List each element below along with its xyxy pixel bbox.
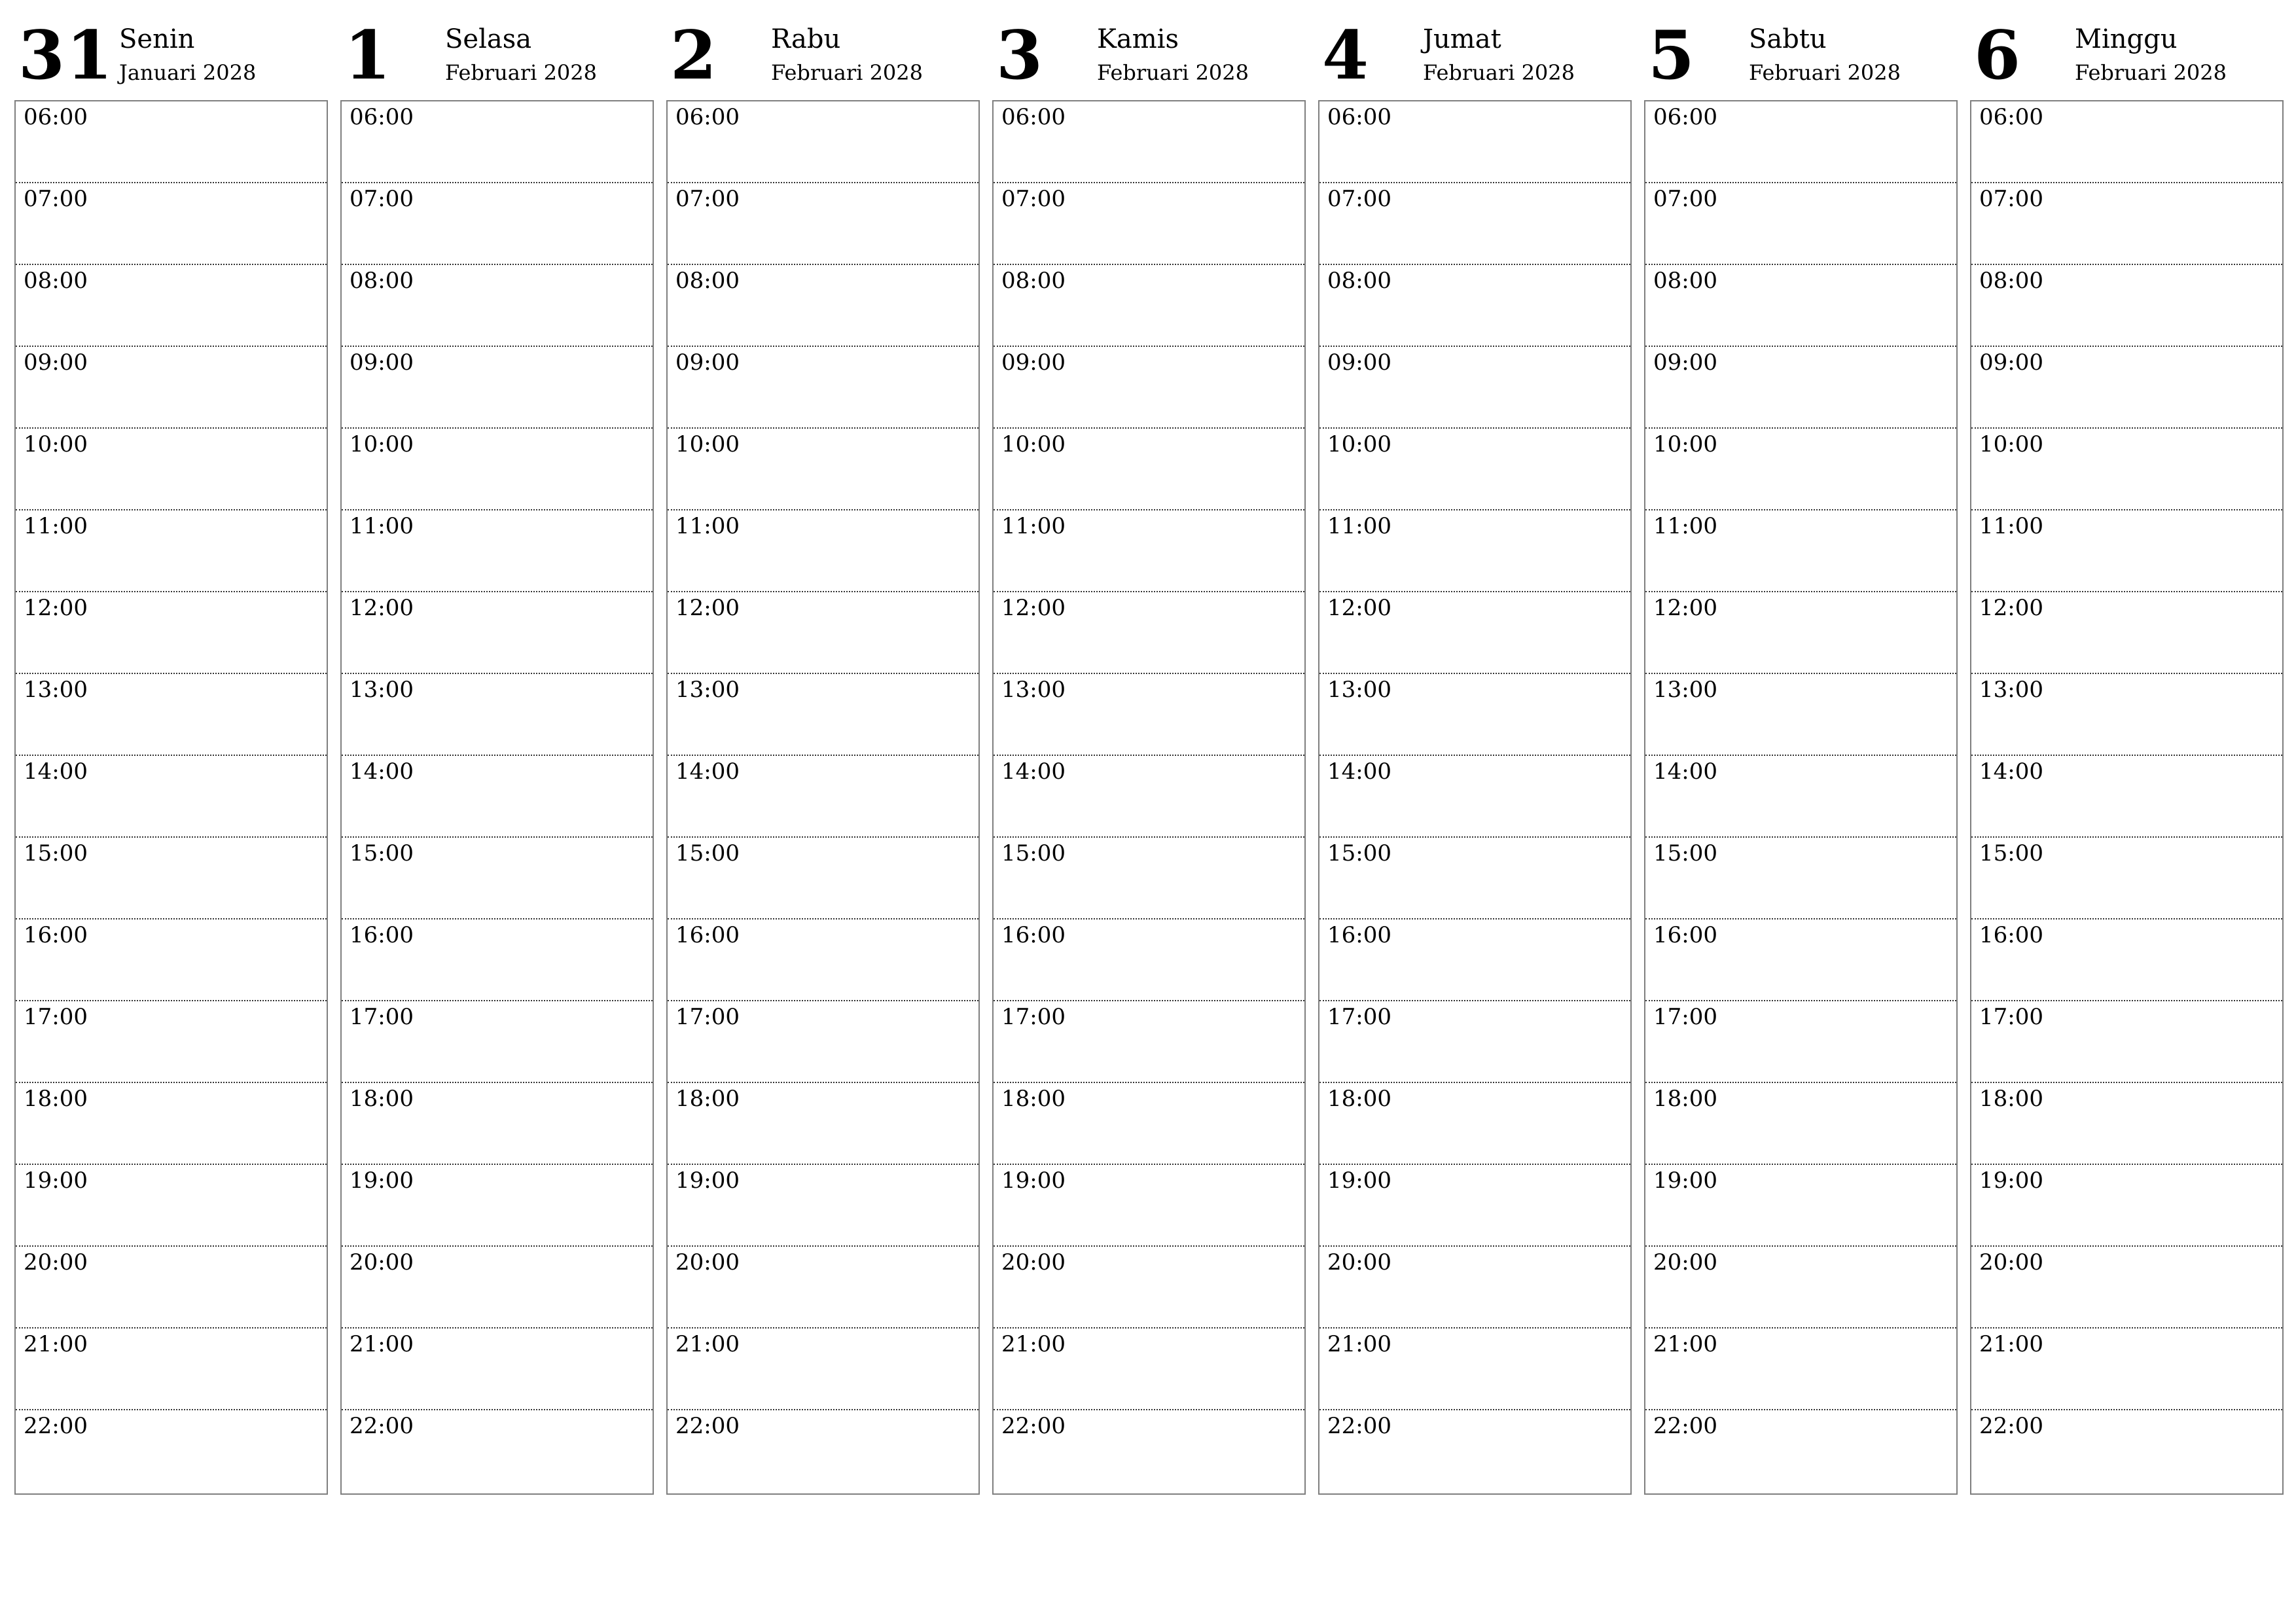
time-slot[interactable] <box>1645 1410 1956 1492</box>
time-slot[interactable] <box>16 756 327 838</box>
time-label: 15:00 <box>1001 840 1066 866</box>
time-label: 09:00 <box>1001 349 1066 376</box>
time-slot[interactable] <box>1319 429 1630 510</box>
time-slot[interactable] <box>1971 1410 2282 1492</box>
time-label: 13:00 <box>24 677 88 703</box>
time-label: 18:00 <box>1653 1086 1717 1112</box>
time-slot[interactable] <box>16 674 327 756</box>
time-slot[interactable] <box>668 1001 978 1083</box>
time-label: 20:00 <box>675 1249 740 1275</box>
time-slot[interactable] <box>994 101 1304 183</box>
time-label: 15:00 <box>1979 840 2043 866</box>
time-slot[interactable] <box>668 838 978 919</box>
time-slot[interactable] <box>1319 592 1630 674</box>
time-slot[interactable] <box>1971 756 2282 838</box>
time-slot[interactable] <box>342 1247 653 1329</box>
time-label: 19:00 <box>24 1168 88 1194</box>
time-slot[interactable] <box>668 1165 978 1247</box>
time-slot[interactable] <box>668 265 978 347</box>
time-label: 10:00 <box>1327 431 1391 457</box>
time-slot[interactable] <box>1971 919 2282 1001</box>
time-slot[interactable] <box>1645 919 1956 1001</box>
time-label: 18:00 <box>1327 1086 1391 1112</box>
time-label: 06:00 <box>1001 104 1066 130</box>
time-label: 18:00 <box>1979 1086 2043 1112</box>
time-label: 17:00 <box>1001 1004 1066 1030</box>
time-slot[interactable] <box>16 183 327 265</box>
time-slot[interactable] <box>994 1329 1304 1410</box>
time-slot[interactable] <box>1645 347 1956 429</box>
time-slot[interactable] <box>1319 265 1630 347</box>
time-label: 16:00 <box>24 922 88 948</box>
time-label: 07:00 <box>350 186 414 212</box>
time-label: 06:00 <box>1653 104 1717 130</box>
time-label: 08:00 <box>675 268 740 294</box>
time-slot[interactable] <box>1971 101 2282 183</box>
time-slot[interactable] <box>1319 183 1630 265</box>
time-slot[interactable] <box>342 347 653 429</box>
day-header <box>1318 14 1632 99</box>
time-slot[interactable] <box>1645 183 1956 265</box>
time-label: 18:00 <box>1001 1086 1066 1112</box>
time-label: 08:00 <box>1327 268 1391 294</box>
time-slot[interactable] <box>1319 756 1630 838</box>
time-label: 17:00 <box>24 1004 88 1030</box>
time-slot[interactable] <box>342 265 653 347</box>
time-slot[interactable] <box>342 1329 653 1410</box>
time-slot[interactable] <box>994 1410 1304 1492</box>
time-slot[interactable] <box>994 1247 1304 1329</box>
time-slot[interactable] <box>668 101 978 183</box>
day-schedule-box <box>1644 100 1958 1495</box>
time-label: 11:00 <box>1327 513 1391 539</box>
time-slot[interactable] <box>668 1247 978 1329</box>
time-slot[interactable] <box>668 919 978 1001</box>
day-schedule-box <box>666 100 980 1495</box>
time-slot[interactable] <box>1319 1001 1630 1083</box>
time-label: 22:00 <box>1979 1413 2043 1439</box>
day-number: 4 <box>1322 16 1370 95</box>
time-slot[interactable] <box>1319 674 1630 756</box>
time-slot[interactable] <box>1645 429 1956 510</box>
day-header <box>992 14 1306 99</box>
day-name: Sabtu <box>1749 24 1827 54</box>
day-column <box>340 14 654 1499</box>
time-slot[interactable] <box>1971 429 2282 510</box>
time-slot[interactable] <box>1319 510 1630 592</box>
time-slot[interactable] <box>994 1083 1304 1165</box>
time-label: 10:00 <box>1001 431 1066 457</box>
time-slot[interactable] <box>1971 674 2282 756</box>
time-label: 15:00 <box>1327 840 1391 866</box>
time-label: 13:00 <box>1653 677 1717 703</box>
time-slot[interactable] <box>1319 347 1630 429</box>
time-slot[interactable] <box>1319 838 1630 919</box>
day-column <box>666 14 980 1499</box>
time-slot[interactable] <box>16 510 327 592</box>
day-schedule-box <box>1970 100 2284 1495</box>
time-slot[interactable] <box>994 183 1304 265</box>
time-slot[interactable] <box>668 183 978 265</box>
month-year: Februari 2028 <box>1423 60 1575 85</box>
time-label: 12:00 <box>1979 595 2043 621</box>
time-label: 17:00 <box>1653 1004 1717 1030</box>
time-slot[interactable] <box>1645 265 1956 347</box>
time-slot[interactable] <box>342 101 653 183</box>
time-label: 17:00 <box>675 1004 740 1030</box>
day-number: 1 <box>344 16 392 95</box>
time-slot[interactable] <box>16 1165 327 1247</box>
time-label: 06:00 <box>1979 104 2043 130</box>
time-label: 10:00 <box>675 431 740 457</box>
time-slot[interactable] <box>16 1001 327 1083</box>
time-label: 13:00 <box>1001 677 1066 703</box>
time-slot[interactable] <box>1645 592 1956 674</box>
time-slot[interactable] <box>16 347 327 429</box>
time-slot[interactable] <box>16 1329 327 1410</box>
time-slot[interactable] <box>1971 183 2282 265</box>
time-label: 14:00 <box>675 758 740 785</box>
time-slot[interactable] <box>1645 1165 1956 1247</box>
time-slot[interactable] <box>1319 1083 1630 1165</box>
day-number: 31 <box>18 16 114 95</box>
day-schedule-box <box>1318 100 1632 1495</box>
time-slot[interactable] <box>1319 1329 1630 1410</box>
time-label: 18:00 <box>350 1086 414 1112</box>
time-slot[interactable] <box>16 1247 327 1329</box>
day-number: 6 <box>1974 16 2022 95</box>
time-slot[interactable] <box>16 919 327 1001</box>
time-label: 12:00 <box>24 595 88 621</box>
time-slot[interactable] <box>342 1165 653 1247</box>
time-slot[interactable] <box>1645 510 1956 592</box>
time-slot[interactable] <box>1971 510 2282 592</box>
time-slot[interactable] <box>668 1083 978 1165</box>
time-label: 09:00 <box>350 349 414 376</box>
time-label: 20:00 <box>1327 1249 1391 1275</box>
time-slot[interactable] <box>1645 1001 1956 1083</box>
time-label: 11:00 <box>675 513 740 539</box>
day-name: Senin <box>119 24 195 54</box>
time-label: 09:00 <box>675 349 740 376</box>
time-slot[interactable] <box>668 510 978 592</box>
time-label: 20:00 <box>1001 1249 1066 1275</box>
time-slot[interactable] <box>668 347 978 429</box>
day-schedule-box <box>340 100 654 1495</box>
time-label: 18:00 <box>675 1086 740 1112</box>
time-label: 13:00 <box>1979 677 2043 703</box>
time-slot[interactable] <box>1971 1247 2282 1329</box>
day-number: 2 <box>670 16 718 95</box>
time-slot[interactable] <box>668 756 978 838</box>
time-slot[interactable] <box>668 592 978 674</box>
time-label: 07:00 <box>675 186 740 212</box>
day-header <box>1970 14 2284 99</box>
time-label: 14:00 <box>1979 758 2043 785</box>
time-slot[interactable] <box>994 674 1304 756</box>
time-label: 19:00 <box>350 1168 414 1194</box>
time-slot[interactable] <box>342 1410 653 1492</box>
time-slot[interactable] <box>994 756 1304 838</box>
time-slot[interactable] <box>668 1410 978 1492</box>
day-header <box>666 14 980 99</box>
time-label: 11:00 <box>350 513 414 539</box>
time-label: 22:00 <box>1327 1413 1391 1439</box>
time-slot[interactable] <box>1645 838 1956 919</box>
time-label: 21:00 <box>350 1331 414 1357</box>
time-slot[interactable] <box>16 265 327 347</box>
day-name: Minggu <box>2075 24 2178 54</box>
time-label: 16:00 <box>1979 922 2043 948</box>
time-label: 22:00 <box>1653 1413 1717 1439</box>
time-label: 07:00 <box>1327 186 1391 212</box>
time-label: 20:00 <box>1653 1249 1717 1275</box>
day-column <box>1970 14 2284 1499</box>
time-slot[interactable] <box>668 429 978 510</box>
time-slot[interactable] <box>1645 756 1956 838</box>
time-slot[interactable] <box>342 1083 653 1165</box>
time-slot[interactable] <box>342 838 653 919</box>
time-slot[interactable] <box>1645 101 1956 183</box>
day-schedule-box <box>992 100 1306 1495</box>
day-name: Kamis <box>1097 24 1179 54</box>
time-label: 13:00 <box>350 677 414 703</box>
time-label: 10:00 <box>1653 431 1717 457</box>
time-label: 10:00 <box>1979 431 2043 457</box>
time-slot[interactable] <box>1971 265 2282 347</box>
day-name: Selasa <box>445 24 532 54</box>
time-slot[interactable] <box>16 1410 327 1492</box>
time-label: 15:00 <box>1653 840 1717 866</box>
day-name: Jumat <box>1423 24 1501 54</box>
time-slot[interactable] <box>342 756 653 838</box>
time-slot[interactable] <box>994 265 1304 347</box>
time-slot[interactable] <box>994 1165 1304 1247</box>
time-slot[interactable] <box>1645 674 1956 756</box>
time-slot[interactable] <box>342 592 653 674</box>
time-label: 21:00 <box>1653 1331 1717 1357</box>
time-slot[interactable] <box>342 1001 653 1083</box>
time-slot[interactable] <box>994 592 1304 674</box>
time-slot[interactable] <box>16 592 327 674</box>
time-label: 11:00 <box>1001 513 1066 539</box>
day-column <box>992 14 1306 1499</box>
day-header <box>1644 14 1958 99</box>
time-label: 21:00 <box>24 1331 88 1357</box>
time-label: 06:00 <box>1327 104 1391 130</box>
time-label: 10:00 <box>350 431 414 457</box>
time-slot[interactable] <box>16 429 327 510</box>
time-label: 11:00 <box>1979 513 2043 539</box>
time-slot[interactable] <box>342 429 653 510</box>
time-slot[interactable] <box>1971 1165 2282 1247</box>
weekly-planner <box>14 14 2283 1499</box>
day-number: 5 <box>1648 16 1696 95</box>
time-slot[interactable] <box>342 510 653 592</box>
time-label: 08:00 <box>1001 268 1066 294</box>
time-label: 21:00 <box>1001 1331 1066 1357</box>
time-label: 16:00 <box>1001 922 1066 948</box>
time-label: 16:00 <box>675 922 740 948</box>
time-slot[interactable] <box>994 919 1304 1001</box>
time-label: 20:00 <box>350 1249 414 1275</box>
day-schedule-box <box>14 100 328 1495</box>
time-label: 21:00 <box>1979 1331 2043 1357</box>
time-slot[interactable] <box>16 1083 327 1165</box>
time-label: 08:00 <box>24 268 88 294</box>
time-slot[interactable] <box>16 101 327 183</box>
time-label: 14:00 <box>24 758 88 785</box>
time-slot[interactable] <box>1319 1410 1630 1492</box>
time-slot[interactable] <box>994 347 1304 429</box>
time-label: 19:00 <box>675 1168 740 1194</box>
time-slot[interactable] <box>1645 1329 1956 1410</box>
time-label: 14:00 <box>1001 758 1066 785</box>
time-label: 16:00 <box>1653 922 1717 948</box>
time-slot[interactable] <box>342 919 653 1001</box>
time-label: 21:00 <box>675 1331 740 1357</box>
time-slot[interactable] <box>1971 592 2282 674</box>
month-year: Februari 2028 <box>445 60 597 85</box>
time-label: 06:00 <box>24 104 88 130</box>
month-year: Februari 2028 <box>1749 60 1901 85</box>
day-column <box>1644 14 1958 1499</box>
month-year: Januari 2028 <box>119 60 257 85</box>
time-label: 19:00 <box>1001 1168 1066 1194</box>
time-label: 09:00 <box>1327 349 1391 376</box>
time-label: 16:00 <box>1327 922 1391 948</box>
time-slot[interactable] <box>1319 1247 1630 1329</box>
time-label: 21:00 <box>1327 1331 1391 1357</box>
time-label: 15:00 <box>350 840 414 866</box>
time-label: 07:00 <box>1001 186 1066 212</box>
time-label: 09:00 <box>1653 349 1717 376</box>
day-header <box>340 14 654 99</box>
time-label: 19:00 <box>1979 1168 2043 1194</box>
time-slot[interactable] <box>994 429 1304 510</box>
time-label: 12:00 <box>1001 595 1066 621</box>
time-slot[interactable] <box>1971 1001 2282 1083</box>
time-label: 11:00 <box>1653 513 1717 539</box>
time-label: 07:00 <box>1653 186 1717 212</box>
time-label: 08:00 <box>1653 268 1717 294</box>
time-label: 12:00 <box>1327 595 1391 621</box>
time-label: 07:00 <box>24 186 88 212</box>
time-label: 13:00 <box>675 677 740 703</box>
time-label: 14:00 <box>1653 758 1717 785</box>
time-slot[interactable] <box>668 1329 978 1410</box>
day-number: 3 <box>996 16 1044 95</box>
time-slot[interactable] <box>1645 1247 1956 1329</box>
time-label: 17:00 <box>1979 1004 2043 1030</box>
time-label: 07:00 <box>1979 186 2043 212</box>
time-label: 22:00 <box>24 1413 88 1439</box>
day-column <box>14 14 328 1499</box>
time-label: 16:00 <box>350 922 414 948</box>
month-year: Februari 2028 <box>1097 60 1249 85</box>
time-label: 06:00 <box>675 104 740 130</box>
time-slot[interactable] <box>668 674 978 756</box>
time-slot[interactable] <box>1319 101 1630 183</box>
time-label: 11:00 <box>24 513 88 539</box>
time-label: 12:00 <box>1653 595 1717 621</box>
time-label: 15:00 <box>24 840 88 866</box>
time-slot[interactable] <box>994 510 1304 592</box>
time-slot[interactable] <box>1971 347 2282 429</box>
time-label: 19:00 <box>1327 1168 1391 1194</box>
time-label: 22:00 <box>1001 1413 1066 1439</box>
time-slot[interactable] <box>1319 1165 1630 1247</box>
month-year: Februari 2028 <box>2075 60 2227 85</box>
time-label: 14:00 <box>1327 758 1391 785</box>
time-label: 20:00 <box>24 1249 88 1275</box>
time-slot[interactable] <box>994 1001 1304 1083</box>
time-slot[interactable] <box>1971 1083 2282 1165</box>
time-label: 17:00 <box>1327 1004 1391 1030</box>
time-label: 13:00 <box>1327 677 1391 703</box>
time-label: 09:00 <box>1979 349 2043 376</box>
day-name: Rabu <box>771 24 841 54</box>
time-label: 22:00 <box>675 1413 740 1439</box>
time-slot[interactable] <box>16 838 327 919</box>
month-year: Februari 2028 <box>771 60 923 85</box>
time-label: 15:00 <box>675 840 740 866</box>
time-label: 19:00 <box>1653 1168 1717 1194</box>
time-slot[interactable] <box>1645 1083 1956 1165</box>
time-slot[interactable] <box>1319 919 1630 1001</box>
time-label: 08:00 <box>1979 268 2043 294</box>
time-label: 14:00 <box>350 758 414 785</box>
time-slot[interactable] <box>1971 838 2282 919</box>
time-slot[interactable] <box>1971 1329 2282 1410</box>
time-label: 20:00 <box>1979 1249 2043 1275</box>
time-label: 18:00 <box>24 1086 88 1112</box>
time-slot[interactable] <box>342 674 653 756</box>
day-header <box>14 14 328 99</box>
time-label: 09:00 <box>24 349 88 376</box>
time-label: 17:00 <box>350 1004 414 1030</box>
time-label: 10:00 <box>24 431 88 457</box>
time-label: 06:00 <box>350 104 414 130</box>
time-label: 08:00 <box>350 268 414 294</box>
time-label: 12:00 <box>350 595 414 621</box>
time-label: 12:00 <box>675 595 740 621</box>
time-label: 22:00 <box>350 1413 414 1439</box>
time-slot[interactable] <box>994 838 1304 919</box>
time-slot[interactable] <box>342 183 653 265</box>
day-column <box>1318 14 1632 1499</box>
